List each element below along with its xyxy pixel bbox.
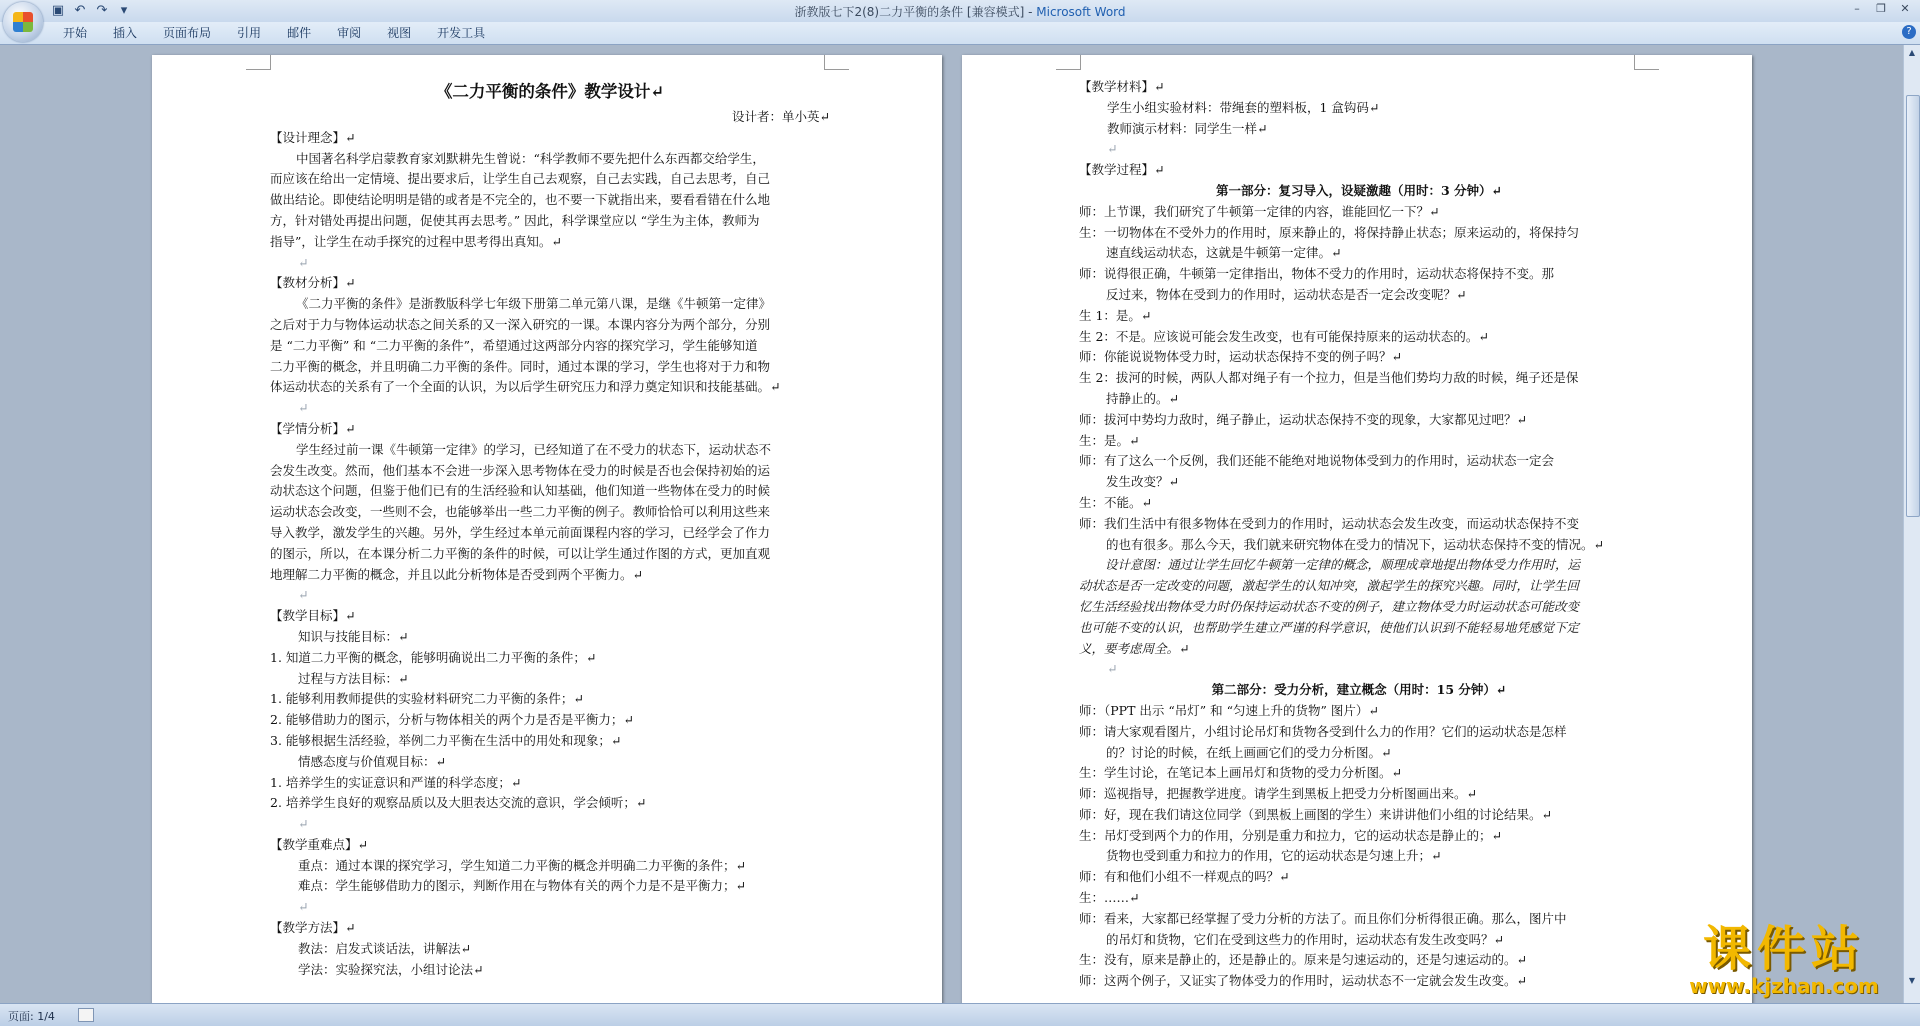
page-count[interactable]: 页面: 1/4 (8, 1010, 55, 1023)
doc-line: 持静止的。↵ (1106, 390, 1179, 406)
doc-line: 学法：实验探究法，小组讨论法↵ (298, 961, 484, 977)
doc-line: ↵ (298, 400, 309, 416)
doc-line: 是 “二力平衡” 和 “二力平衡的条件”，希望通过这两部分内容的探究学习，学生能够知道 (270, 337, 758, 353)
doc-line: 重点：通过本课的探究学习，学生知道二力平衡的概念并明确二力平衡的条件；↵ (298, 857, 746, 873)
doc-line: 难点：学生能够借助力的图示，判断作用在与物体有关的两个力是不是平衡力；↵ (298, 878, 746, 894)
window-title (0, 3, 1920, 20)
doc-line: ↵ (298, 899, 309, 915)
doc-line: 【教学过程】↵ (1079, 162, 1165, 178)
watermark-url: www.kjzhan.com (1689, 974, 1879, 998)
doc-line: 学生小组实验材料：带绳套的塑料板，1 盒钩码↵ (1107, 99, 1380, 115)
doc-line: 《二力平衡的条件》是浙教版科学七年级下册第二单元第八课，是继《牛顿第一定律》 (296, 296, 772, 312)
doc-line: 货物也受到重力和拉力的作用，它的运动状态是匀速上升；↵ (1106, 848, 1442, 864)
crop-mark-icon (1056, 55, 1081, 70)
doc-line: 师：上节课，我们研究了牛顿第一定律的内容，谁能回忆一下？↵ (1079, 203, 1440, 219)
doc-line: 【教学重难点】↵ (270, 836, 368, 852)
status-bar (0, 1003, 1920, 1026)
window-title-doc: 浙教版七下2(8)二力平衡的条件 [兼容模式] - (794, 5, 1037, 19)
doc-line: 生：是。↵ (1079, 432, 1140, 448)
proofing-icon[interactable] (78, 1008, 94, 1022)
close-icon[interactable]: ✕ (1900, 2, 1910, 15)
doc-line: ↵ (1107, 661, 1118, 677)
scroll-thumb[interactable] (1906, 95, 1920, 517)
doc-line: 导入教学，激发学生的兴趣。另外，学生经过本单元前面课程内容的学习，已经学会了作力 (270, 524, 771, 540)
doc-line: 生：学生讨论，在笔记本上画吊灯和货物的受力分析图。↵ (1079, 765, 1402, 781)
doc-line: 【设计理念】↵ (270, 129, 356, 145)
watermark-name: 课件站 (1702, 921, 1865, 977)
doc-line: 【学情分析】↵ (270, 420, 356, 436)
doc-line: 义，要考虑周全。↵ (1079, 640, 1190, 656)
ribbon (0, 22, 1920, 45)
doc-line: 生：……↵ (1079, 890, 1140, 906)
doc-line: ↵ (298, 587, 309, 603)
doc-line: 师：有和他们小组不一样观点的吗？↵ (1079, 869, 1290, 885)
doc-line: 的图示，所以，在本课分析二力平衡的条件的时候，可以让学生通过作图的方式，更加直观 (270, 545, 771, 561)
tab-insert[interactable]: 插入 (113, 26, 138, 40)
doc-line: 【教学方法】↵ (270, 920, 356, 936)
title-bar (0, 0, 1920, 22)
doc-line: 生 2：拔河的时候，两队人都对绳子有一个拉力，但是当他们势均力敌的时候，绳子还是保 (1079, 370, 1579, 386)
doc-line: 设计意图：通过让学生回忆牛顿第一定律的概念，顺理成章地提出物体受力作用时，运 (1105, 557, 1581, 573)
doc-line: 师：（PPT 出示 “吊灯” 和 “匀速上升的货物” 图片）↵ (1079, 702, 1379, 718)
doc-line: 师：这两个例子，又证实了物体受力的作用时，运动状态不一定就会发生改变。↵ (1079, 973, 1527, 989)
doc-line: 师：有了这么一个反例，我们还能不能绝对地说物体受到力的作用时，运动状态一定会 (1079, 453, 1555, 469)
doc-line: 会发生改变。然而，他们基本不会进一步深入思考物体在受力的时候是否也会保持初始的运 (270, 462, 771, 478)
doc-line: 师：请大家观看图片，小组讨论吊灯和货物各受到什么力的作用？它们的运动状态是怎样 (1079, 723, 1567, 739)
tab-references[interactable]: 引用 (237, 26, 262, 40)
tab-view[interactable]: 视图 (387, 26, 412, 40)
doc-line: 生 2：不是。应该说可能会发生改变，也有可能保持原来的运动状态的。↵ (1079, 328, 1489, 344)
doc-line: 师：好，现在我们请这位同学（到黑板上画图的学生）来讲讲他们小组的讨论结果。↵ (1079, 806, 1552, 822)
doc-line: 的？讨论的时候，在纸上画画它们的受力分析图。↵ (1106, 744, 1392, 760)
doc-line: 1. 知道二力平衡的概念，能够明确说出二力平衡的条件；↵ (270, 649, 597, 665)
doc-line: 生：吊灯受到两个力的作用，分别是重力和拉力，它的运动状态是静止的；↵ (1079, 827, 1502, 843)
doc-line: 地理解二力平衡的概念，并且以此分析物体是否受到两个平衡力。↵ (270, 566, 643, 582)
doc-line: 也可能不变的认识，也帮助学生建立严谨的科学意识，使他们认识到不能轻易地凭感觉下定 (1079, 619, 1580, 635)
doc-line: 的也有很多。那么今天，我们就来研究物体在受力的情况下，运动状态保持不变的情况。↵ (1106, 536, 1604, 552)
crop-mark-icon (246, 55, 271, 70)
office-logo-icon (13, 12, 33, 32)
doc-line: 学生经过前一课《牛顿第一定律》的学习，已经知道了在不受力的状态下，运动状态不 (296, 441, 772, 457)
doc-line: 指导”，让学生在动手探究的过程中思考得出真知。↵ (270, 233, 562, 249)
doc-line: 2. 培养学生良好的观察品质以及大胆表达交流的意识，学会倾听；↵ (270, 795, 647, 811)
office-button[interactable] (3, 2, 43, 42)
crop-mark-icon (824, 55, 849, 70)
tab-page-layout[interactable]: 页面布局 (163, 26, 212, 40)
doc-line: 第一部分：复习导入，设疑激趣（用时：3 分钟）↵ (1215, 182, 1503, 198)
doc-line: 【教材分析】↵ (270, 275, 356, 291)
doc-line: 生：没有，原来是静止的，还是静止的。原来是匀速运动的，还是匀速运动的。↵ (1079, 952, 1527, 968)
watermark (1664, 923, 1904, 997)
doc-line: 做出结论。即使结论明明是错的或者是不完全的，也不要一下就指出来，要看看错在什么地 (270, 192, 771, 208)
doc-line: 过程与方法目标：↵ (298, 670, 409, 686)
doc-line: 1. 能够利用教师提供的实验材料研究二力平衡的条件；↵ (270, 691, 584, 707)
restore-icon[interactable]: ❐ (1876, 2, 1886, 15)
tab-developer[interactable]: 开发工具 (437, 26, 486, 40)
customize-icon[interactable]: ▾ (120, 3, 128, 18)
ribbon-tabs (50, 25, 498, 41)
scroll-up-icon[interactable]: ▲ (1908, 48, 1916, 57)
doc-line: 情感态度与价值观目标：↵ (298, 753, 446, 769)
doc-line: 知识与技能目标：↵ (298, 628, 409, 644)
doc-line: 2. 能够借助力的图示，分析与物体相关的两个力是否是平衡力；↵ (270, 712, 634, 728)
doc-line: 运动状态会改变，一些则不会，也能够举出一些二力平衡的例子。教师恰恰可以利用这些来 (270, 504, 771, 520)
redo-icon[interactable]: ↷ (96, 3, 108, 18)
page-right[interactable] (962, 55, 1752, 1003)
doc-line: 1. 培养学生的实证意识和严谨的科学态度；↵ (270, 774, 522, 790)
window-controls (1846, 1, 1916, 17)
doc-line: 体运动状态的关系有了一个全面的认识，为以后学生研究压力和浮力奠定知识和技能基础。↵ (270, 379, 781, 395)
doc-line: 动状态这个问题，但鉴于他们已有的生活经验和认知基础，他们知道一些物体在受力的时候 (270, 483, 771, 499)
doc-line: 第二部分：受力分析，建立概念（用时：15 分钟）↵ (1211, 682, 1507, 698)
document-area[interactable] (0, 45, 1904, 1003)
doc-line: ↵ (1107, 141, 1118, 157)
doc-line: 教师演示材料：同学生一样↵ (1107, 120, 1268, 136)
doc-line: 动状态是否一定改变的问题，激起学生的认知冲突，激起学生的探究兴趣。同时，让学生回 (1079, 578, 1580, 594)
doc-line: 师：拔河中势均力敌时，绳子静止，运动状态保持不变的现象，大家都见过吧？↵ (1079, 411, 1527, 427)
doc-line: 师：我们生活中有很多物体在受到力的作用时，运动状态会发生改变，而运动状态保持不变 (1079, 515, 1580, 531)
doc-line: ↵ (298, 254, 309, 270)
doc-line: 的吊灯和货物，它们在受到这些力的作用时，运动状态有发生改变吗？↵ (1106, 931, 1504, 947)
doc-line: 二力平衡的概念，并且明确二力平衡的条件。同时，通过本课的学习，学生也将对于力和物 (270, 358, 771, 374)
scroll-down-icon[interactable]: ▼ (1908, 976, 1916, 985)
doc-line: 速直线运动状态，这就是牛顿第一定律。↵ (1106, 245, 1342, 261)
doc-line: 之后对于力与物体运动状态之间关系的又一深入研究的一课。本课内容分为两个部分，分别 (270, 316, 771, 332)
doc-line: 设计者：单小英↵ (732, 109, 830, 124)
save-icon[interactable]: ▣ (51, 3, 65, 18)
doc-line: 方，针对错处再提出问题，促使其再去思考。” 因此，科学课堂应以 “学生为主体，教师为 (270, 212, 760, 228)
help-icon[interactable]: ? (1902, 25, 1916, 39)
tab-review[interactable]: 审阅 (337, 26, 362, 40)
doc-line: 师：说得很正确，牛顿第一定律指出，物体不受力的作用时，运动状态将保持不变。那 (1079, 266, 1555, 282)
tab-mailings[interactable]: 邮件 (287, 26, 312, 40)
doc-line: 师：你能说说物体受力时，运动状态保持不变的例子吗？↵ (1079, 349, 1402, 365)
page-left-text (270, 77, 830, 980)
crop-mark-icon (1634, 55, 1659, 70)
doc-line: 《二力平衡的条件》教学设计↵ (435, 82, 665, 101)
window-title-app: Microsoft Word (1036, 5, 1126, 19)
doc-line: ↵ (298, 816, 309, 832)
tab-home[interactable]: 开始 (63, 26, 88, 40)
minimize-icon[interactable]: – (1854, 2, 1860, 15)
page-right-text (1079, 77, 1639, 992)
doc-line: 发生改变？↵ (1106, 474, 1179, 490)
vertical-scrollbar[interactable] (1903, 45, 1920, 1003)
doc-line: 生 1：是。↵ (1079, 307, 1152, 323)
doc-line: 教法：启发式谈话法，讲解法↵ (298, 940, 471, 956)
doc-line: 师：巡视指导，把握教学进度。请学生到黑板上把受力分析图画出来。↵ (1079, 786, 1477, 802)
doc-line: 反过来，物体在受到力的作用时，运动状态是否一定会改变呢？↵ (1106, 286, 1467, 302)
doc-line: 而应该在给出一定情境、提出要求后，让学生自己去观察，自己去实践，自己去思考，自己 (270, 171, 771, 187)
doc-line: 【教学材料】↵ (1079, 79, 1165, 94)
page-left[interactable] (152, 55, 942, 1003)
doc-line: 【教学目标】↵ (270, 608, 356, 624)
doc-line: 生：一切物体在不受外力的作用时，原来静止的，将保持静止状态；原来运动的，将保持匀 (1079, 224, 1580, 240)
doc-line: 生：不能。↵ (1079, 494, 1152, 510)
doc-line: 师：看来，大家都已经掌握了受力分析的方法了。而且你们分析得很正确。那么，图片中 (1079, 910, 1567, 926)
doc-line: 忆生活经验找出物体受力时仍保持运动状态不变的例子，建立物体受力时运动状态可能改变 (1079, 598, 1580, 614)
undo-icon[interactable]: ↶ (74, 3, 86, 18)
doc-line: 3. 能够根据生活经验，举例二力平衡在生活中的用处和现象；↵ (270, 732, 622, 748)
doc-line: 中国著名科学启蒙教育家刘默耕先生曾说：“科学教师不要先把什么东西都交给学生， (296, 150, 765, 166)
